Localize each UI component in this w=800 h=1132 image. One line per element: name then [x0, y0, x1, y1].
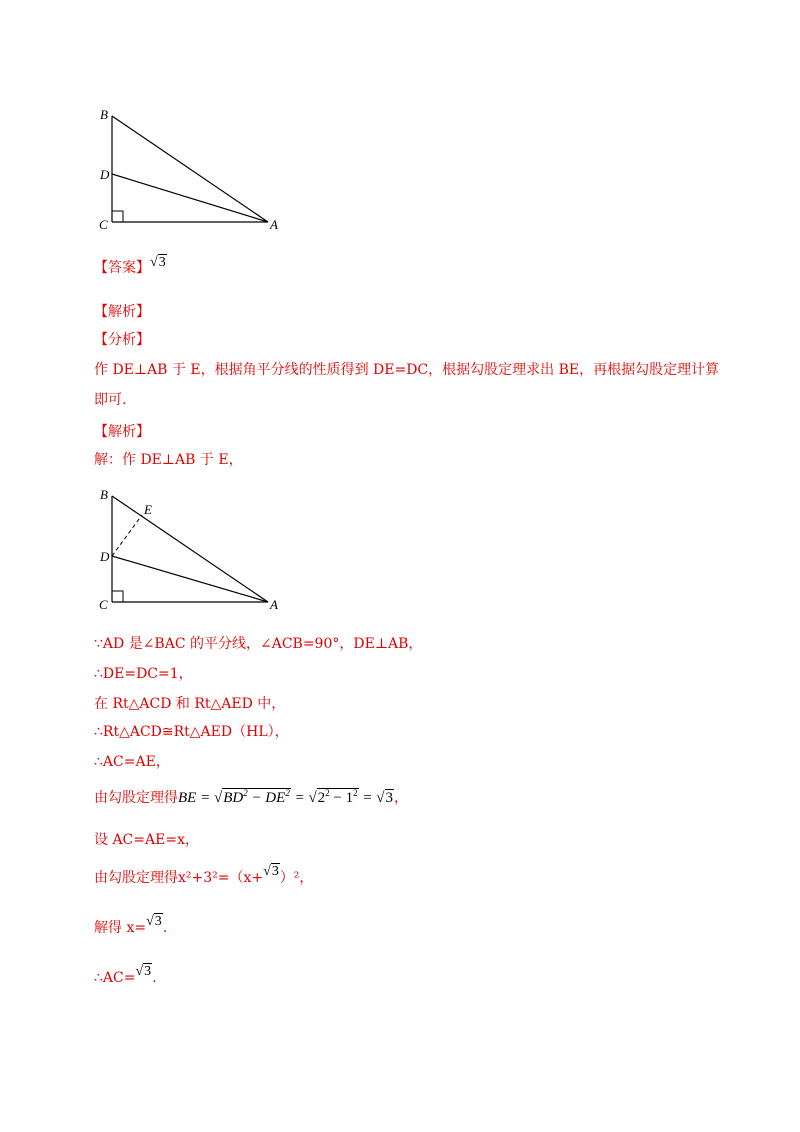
- solution-step-6: 由勾股定理得BE = $√BD^2 - DE^2 = √2^2 - 1^2 = √3$，: [94, 788, 408, 806]
- solution-step-2: ∴DE=DC=1，: [94, 666, 193, 682]
- fenxi-text-2: 即可.: [94, 392, 127, 408]
- answer-tag: 【答案】: [94, 260, 150, 276]
- jiexi-heading: 【解析】: [94, 424, 150, 440]
- answer-sqrt: √3: [150, 255, 166, 270]
- label-c: C: [99, 217, 108, 232]
- pythagoras-formula: BE = $√BD^2 - DE^2 = √2^2 - 1^2 = √3$: [178, 788, 393, 806]
- solution-step-4: ∴Rt△ACD≅Rt△AED（HL），: [94, 724, 289, 740]
- solution-step-9: 解得 x=√3.: [94, 914, 168, 936]
- label-b: B: [100, 107, 108, 122]
- solution-step-1: ∵AD 是∠BAC 的平分线，∠ACB=90°，DE⊥AB，: [94, 636, 423, 652]
- label-d: D: [100, 167, 110, 182]
- fenxi-text-1: 作 DE⊥AB 于 E，根据角平分线的性质得到 DE=DC，根据勾股定理求出 BE，再根据勾股定理计算: [94, 362, 720, 378]
- solution-step-10: ∴AC=√3.: [94, 964, 157, 986]
- solution-step-3: 在 Rt△ACD 和 Rt△AED 中，: [94, 696, 286, 712]
- analysis-heading: 【解析】: [94, 304, 150, 320]
- label-a: A: [270, 217, 278, 232]
- solution-step-5: ∴AC=AE，: [94, 754, 170, 770]
- label-e: E: [144, 502, 152, 517]
- triangle-figure-2: [96, 484, 296, 614]
- solution-step-8: 由勾股定理得x²+3²=（x+√3）²，: [94, 864, 314, 886]
- fenxi-heading: 【分析】: [94, 332, 150, 348]
- label-d: D: [100, 549, 110, 564]
- triangle-figure-1: [96, 104, 296, 234]
- solution-step-7: 设 AC=AE=x，: [94, 832, 199, 848]
- label-b: B: [100, 487, 108, 502]
- label-a: A: [270, 597, 278, 612]
- solution-intro: 解：作 DE⊥AB 于 E，: [94, 452, 243, 468]
- label-c: C: [99, 597, 108, 612]
- answer-line: [94, 255, 167, 279]
